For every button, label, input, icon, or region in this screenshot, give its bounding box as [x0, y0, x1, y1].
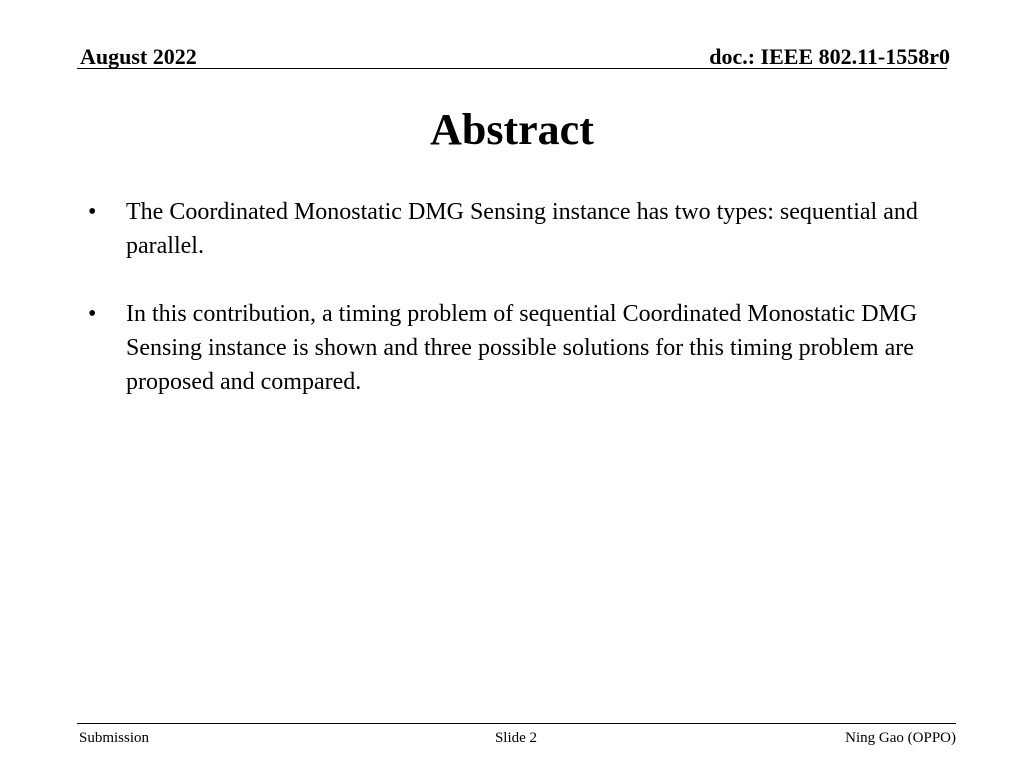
bullet-item [88, 297, 918, 399]
footer-author: Ning Gao (OPPO) [845, 730, 956, 746]
slide-title: Abstract [430, 105, 594, 154]
footer-slide-number: Slide 2 [494, 730, 538, 746]
bullet-item [88, 195, 918, 263]
header-doc-id: doc.: IEEE 802.11-1558r0 [709, 44, 950, 69]
footer-divider [77, 723, 956, 724]
header-divider [77, 68, 947, 69]
bullet-dot-icon: • [88, 199, 97, 225]
footer-submission: Submission [79, 730, 150, 746]
bullet-text: In this contribution, a timing problem of sequential Coordinated Monostatic DMG Sensing instance is shown and three possible solutions for this timing problem are proposed and compared. [126, 301, 918, 395]
header-date: August 2022 [80, 44, 197, 69]
bullet-dot-icon: • [88, 301, 97, 327]
bullet-list [88, 195, 918, 433]
bullet-text: The Coordinated Monostatic DMG Sensing instance has two types: sequential and parallel. [126, 199, 918, 259]
